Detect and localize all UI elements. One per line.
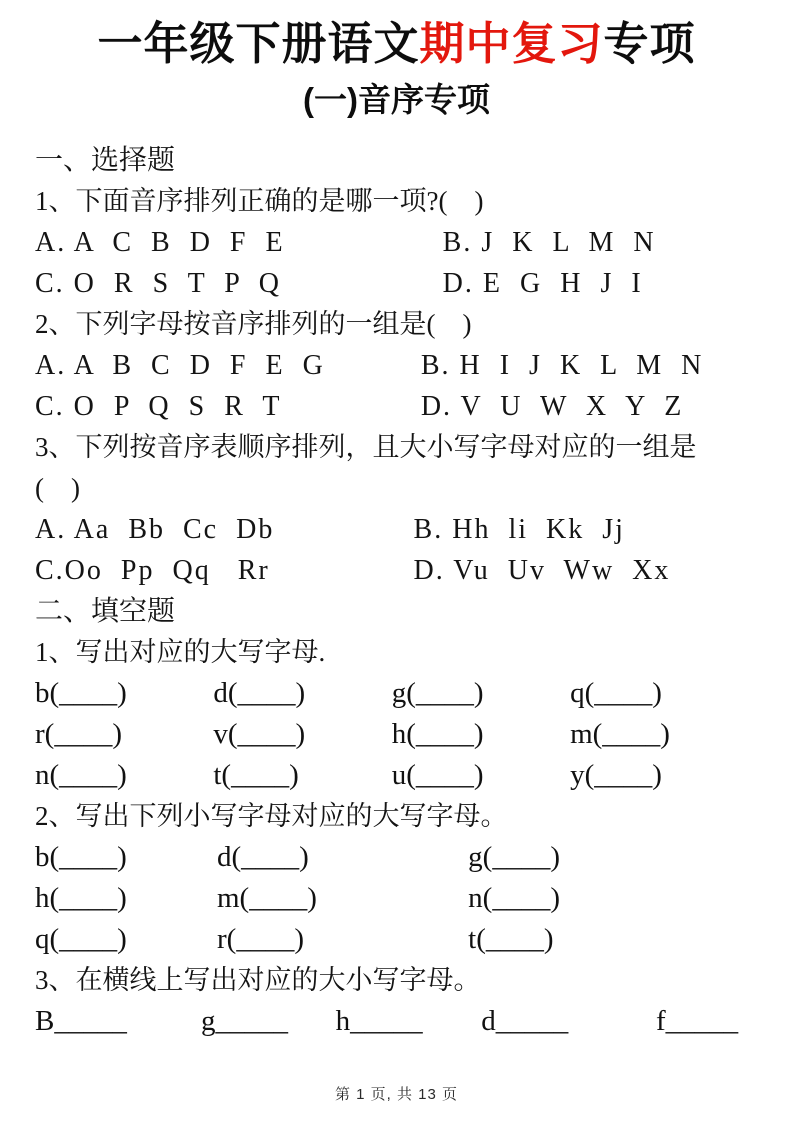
section-heading-fill: 二、填空题 <box>35 595 176 627</box>
option-c: C. O R S T P Q <box>35 267 281 299</box>
blank-cell: q(____) <box>35 922 127 955</box>
fill-q2-row-2 <box>35 878 763 919</box>
blank-cell: h(____) <box>391 717 484 750</box>
option-a: A. A C B D F E <box>35 226 285 258</box>
blank-cell: v(____) <box>213 717 306 750</box>
fill-q1-row-1 <box>35 673 763 714</box>
worksheet-body <box>0 120 793 1042</box>
blank-cell: g_____ <box>200 1004 288 1037</box>
option-c: C. O P Q S R T <box>35 390 282 422</box>
question-2-options-row-1 <box>35 345 763 386</box>
page-footer: 第 1 页, 共 13 页 <box>334 1086 459 1103</box>
option-a: A. Aa Bb Cc Db <box>35 513 275 545</box>
option-b: B. J K L M N <box>442 226 656 258</box>
fill-question-2-text: 2、写出下列小写字母对应的大写字母。 <box>35 800 508 831</box>
blank-cell: t(____) <box>213 758 299 791</box>
fill-question-1-text: 1、写出对应的大写字母. <box>35 636 326 667</box>
section-heading-choice: 一、选择题 <box>35 144 176 176</box>
question-2-options-row-2 <box>35 386 763 427</box>
question-3-text-line-1: 3、下列按音序表顺序排列，且大小写字母对应的一组是 <box>35 431 697 462</box>
blank-cell: d(____) <box>217 840 309 873</box>
blank-cell: b(____) <box>35 676 127 709</box>
blank-cell: g(____) <box>391 676 484 709</box>
blank-cell: u(____) <box>391 758 484 791</box>
question-3-text-line-2: ( ) <box>35 472 80 503</box>
title-segment-red: 期中复习 <box>419 18 604 69</box>
question-2-text: 2、下列字母按音序排列的一组是( ) <box>35 308 472 339</box>
option-d: D. V U W X Y Z <box>420 390 684 422</box>
fill-q1-row-2 <box>35 714 763 755</box>
blank-cell: B_____ <box>35 1004 127 1037</box>
title-segment-black-2: 专项 <box>603 18 696 69</box>
fill-question-3-text: 3、在横线上写出对应的大小写字母。 <box>35 964 481 995</box>
option-d: D. E G H J I <box>442 267 643 299</box>
page-title <box>0 16 793 72</box>
question-1-options-row-1 <box>35 222 763 263</box>
option-c: C.Oo Pp Qq Rr <box>35 554 270 586</box>
question-3-options-row-1 <box>35 509 763 550</box>
title-segment-black-1: 一年级下册语文 <box>97 18 420 69</box>
blank-cell: f_____ <box>655 1004 739 1037</box>
page-subtitle: (一)音序专项 <box>303 81 490 119</box>
fill-q3-row <box>35 1001 763 1042</box>
fill-q1-row-3 <box>35 755 763 796</box>
blank-cell: t(____) <box>468 922 554 955</box>
blank-cell: m(____) <box>570 717 670 750</box>
question-3-options-row-2 <box>35 550 763 591</box>
fill-q2-row-1 <box>35 837 763 878</box>
blank-cell: n(____) <box>468 881 560 914</box>
blank-cell: n(____) <box>35 758 127 791</box>
blank-cell: g(____) <box>468 840 560 873</box>
question-1-text: 1、下面音序排列正确的是哪一项?( ) <box>35 185 484 216</box>
option-b: B. H I J K L M N <box>420 349 704 381</box>
blank-cell: m(____) <box>217 881 317 914</box>
blank-cell: r(____) <box>217 922 304 955</box>
blank-cell: d(____) <box>213 676 306 709</box>
option-a: A. A B C D F E G <box>35 349 325 381</box>
blank-cell: h(____) <box>35 881 127 914</box>
blank-cell: y(____) <box>570 758 662 791</box>
blank-cell: d_____ <box>481 1004 569 1037</box>
option-b: B. Hh li Kk Jj <box>413 513 625 545</box>
blank-cell: b(____) <box>35 840 127 873</box>
question-1-options-row-2 <box>35 263 763 304</box>
blank-cell: h_____ <box>335 1004 423 1037</box>
blank-cell: r(____) <box>35 717 122 750</box>
blank-cell: q(____) <box>570 676 662 709</box>
worksheet-header <box>0 0 793 120</box>
option-d: D. Vu Uv Ww Xx <box>413 554 671 586</box>
fill-q2-row-3 <box>35 919 763 960</box>
